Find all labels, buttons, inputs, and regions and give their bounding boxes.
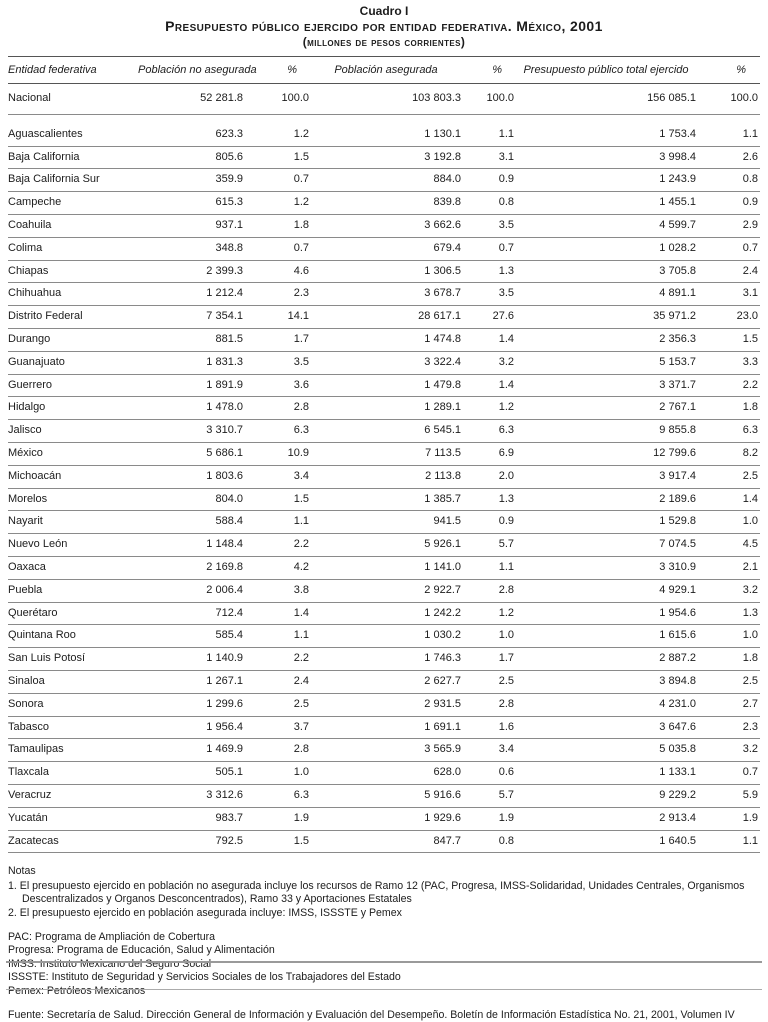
- value-cell: 1 243.9: [516, 169, 698, 192]
- abbreviation-imss: IMSS: Instituto Mexicano del Seguro Social: [8, 957, 212, 970]
- value-cell: 884.0: [311, 169, 463, 192]
- value-cell: 2.9: [698, 214, 760, 237]
- value-cell: 3 998.4: [516, 146, 698, 169]
- value-cell: 2.2: [245, 648, 311, 671]
- table-row: [8, 625, 760, 648]
- column-header: Entidad federativa: [8, 64, 97, 76]
- entity-name: Tlaxcala: [8, 762, 138, 785]
- value-cell: 805.6: [138, 146, 245, 169]
- note-2: 2. El presupuesto ejercido en población asegurada incluye: IMSS, ISSSTE y Pemex: [8, 907, 402, 920]
- table-row: [8, 465, 760, 488]
- column-header: %: [492, 64, 502, 76]
- value-cell: 6.3: [245, 420, 311, 443]
- footer-rule-top: [6, 961, 762, 963]
- value-cell: 1.7: [245, 328, 311, 351]
- value-cell: 2 006.4: [138, 579, 245, 602]
- table-number: Cuadro I: [359, 4, 409, 18]
- value-cell: 1.4: [698, 488, 760, 511]
- value-cell: 1 148.4: [138, 534, 245, 557]
- value-cell: 2.8: [245, 397, 311, 420]
- entity-name: Sonora: [8, 693, 138, 716]
- value-cell: 1.4: [463, 328, 516, 351]
- value-cell: 1 831.3: [138, 351, 245, 374]
- value-cell: 1.2: [463, 397, 516, 420]
- value-cell: 5 686.1: [138, 442, 245, 465]
- value-cell: 3 192.8: [311, 146, 463, 169]
- value-cell: 3.5: [463, 283, 516, 306]
- table-row: [8, 283, 760, 306]
- entity-name: Distrito Federal: [8, 306, 138, 329]
- table-row: [8, 192, 760, 215]
- entity-name: Chiapas: [8, 260, 138, 283]
- value-cell: 1.8: [698, 648, 760, 671]
- entity-name: Nayarit: [8, 511, 138, 534]
- entity-name: México: [8, 442, 138, 465]
- notes-gap: [8, 921, 760, 931]
- table-spacer-row: [8, 114, 760, 124]
- table-row: [8, 169, 760, 192]
- entity-name: Colima: [8, 237, 138, 260]
- table-row: [8, 716, 760, 739]
- value-cell: 2 189.6: [516, 488, 698, 511]
- value-cell: 12 799.6: [516, 442, 698, 465]
- value-cell: 2.2: [245, 534, 311, 557]
- value-cell: 100.0: [245, 84, 311, 115]
- value-cell: 2 627.7: [311, 670, 463, 693]
- table-row: [8, 374, 760, 397]
- value-cell: 3.3: [698, 351, 760, 374]
- value-cell: 1.1: [463, 124, 516, 146]
- value-cell: 3.1: [698, 283, 760, 306]
- value-cell: 2 399.3: [138, 260, 245, 283]
- value-cell: 2 113.8: [311, 465, 463, 488]
- abbreviation-progresa: Progresa: Programa de Educación, Salud y Alimentación: [8, 944, 275, 957]
- value-cell: 1 746.3: [311, 648, 463, 671]
- value-cell: 1.9: [698, 807, 760, 830]
- value-cell: 2 767.1: [516, 397, 698, 420]
- value-cell: 9 855.8: [516, 420, 698, 443]
- value-cell: 5 153.7: [516, 351, 698, 374]
- table-row: [8, 670, 760, 693]
- value-cell: 1.5: [245, 146, 311, 169]
- value-cell: 585.4: [138, 625, 245, 648]
- value-cell: 28 617.1: [311, 306, 463, 329]
- value-cell: 3.1: [463, 146, 516, 169]
- value-cell: 1 289.1: [311, 397, 463, 420]
- table-row: [8, 807, 760, 830]
- value-cell: 1.1: [698, 830, 760, 853]
- table-row: [8, 648, 760, 671]
- value-cell: 4 929.1: [516, 579, 698, 602]
- abbreviation-issste: ISSSTE: Instituto de Seguridad y Servicios Sociales de los Trabajadores del Estado: [8, 971, 401, 984]
- entity-name: Querétaro: [8, 602, 138, 625]
- entity-name: Guerrero: [8, 374, 138, 397]
- value-cell: 5 916.6: [311, 784, 463, 807]
- value-cell: 679.4: [311, 237, 463, 260]
- table-row: [8, 511, 760, 534]
- entity-name: Veracruz: [8, 784, 138, 807]
- value-cell: 3 662.6: [311, 214, 463, 237]
- value-cell: 0.7: [245, 237, 311, 260]
- entity-name: Aguascalientes: [8, 124, 138, 146]
- value-cell: 6.3: [463, 420, 516, 443]
- value-cell: 1.8: [698, 397, 760, 420]
- value-cell: 7 113.5: [311, 442, 463, 465]
- value-cell: 3.5: [463, 214, 516, 237]
- value-cell: 1.5: [698, 328, 760, 351]
- value-cell: 1.3: [698, 602, 760, 625]
- value-cell: 1.0: [245, 762, 311, 785]
- table-row: [8, 260, 760, 283]
- entity-name: Tabasco: [8, 716, 138, 739]
- value-cell: 3 917.4: [516, 465, 698, 488]
- value-cell: 3 371.7: [516, 374, 698, 397]
- value-cell: 1 267.1: [138, 670, 245, 693]
- value-cell: 1.6: [463, 716, 516, 739]
- value-cell: 1 242.2: [311, 602, 463, 625]
- value-cell: 1.0: [698, 625, 760, 648]
- value-cell: 7 074.5: [516, 534, 698, 557]
- value-cell: 1 385.7: [311, 488, 463, 511]
- table-row: [8, 328, 760, 351]
- value-cell: 1 299.6: [138, 693, 245, 716]
- value-cell: 2.4: [245, 670, 311, 693]
- value-cell: 103 803.3: [311, 84, 463, 115]
- value-cell: 1 954.6: [516, 602, 698, 625]
- value-cell: 1 030.2: [311, 625, 463, 648]
- table-title: Presupuesto público ejercido por entidad federativa. México, 2001: [165, 18, 603, 34]
- value-cell: 1 891.9: [138, 374, 245, 397]
- value-cell: 6 545.1: [311, 420, 463, 443]
- value-cell: 881.5: [138, 328, 245, 351]
- value-cell: 3.5: [245, 351, 311, 374]
- value-cell: 3 565.9: [311, 739, 463, 762]
- value-cell: 2.8: [463, 693, 516, 716]
- value-cell: 1 130.1: [311, 124, 463, 146]
- value-cell: 4.2: [245, 556, 311, 579]
- value-cell: 588.4: [138, 511, 245, 534]
- value-cell: 0.8: [463, 192, 516, 215]
- value-cell: 1.5: [245, 830, 311, 853]
- value-cell: 348.8: [138, 237, 245, 260]
- value-cell: 2.6: [698, 146, 760, 169]
- value-cell: 0.7: [245, 169, 311, 192]
- notes-section: [8, 865, 760, 1022]
- value-cell: 1.5: [245, 488, 311, 511]
- value-cell: 1.4: [245, 602, 311, 625]
- value-cell: 1 474.8: [311, 328, 463, 351]
- value-cell: 937.1: [138, 214, 245, 237]
- value-cell: 2 169.8: [138, 556, 245, 579]
- entity-name: Sinaloa: [8, 670, 138, 693]
- value-cell: 1.8: [245, 214, 311, 237]
- value-cell: 14.1: [245, 306, 311, 329]
- table-row: [8, 556, 760, 579]
- table-row: [8, 579, 760, 602]
- value-cell: 1 479.8: [311, 374, 463, 397]
- value-cell: 2 887.2: [516, 648, 698, 671]
- spacer-cell: [8, 114, 760, 124]
- value-cell: 5 035.8: [516, 739, 698, 762]
- value-cell: 4 599.7: [516, 214, 698, 237]
- value-cell: 1.0: [463, 625, 516, 648]
- value-cell: 1 753.4: [516, 124, 698, 146]
- value-cell: 0.9: [463, 169, 516, 192]
- entity-name: Yucatán: [8, 807, 138, 830]
- value-cell: 5.7: [463, 784, 516, 807]
- entity-name: Chihuahua: [8, 283, 138, 306]
- column-header: Población no asegurada: [138, 64, 257, 76]
- value-cell: 5.9: [698, 784, 760, 807]
- entity-name: Nacional: [8, 84, 138, 115]
- value-cell: 4.6: [245, 260, 311, 283]
- value-cell: 712.4: [138, 602, 245, 625]
- value-cell: 2.2: [698, 374, 760, 397]
- entity-name: Morelos: [8, 488, 138, 511]
- table-row: [8, 442, 760, 465]
- value-cell: 3 647.6: [516, 716, 698, 739]
- value-cell: 2 356.3: [516, 328, 698, 351]
- entity-name: Zacatecas: [8, 830, 138, 853]
- value-cell: 3.2: [463, 351, 516, 374]
- value-cell: 0.7: [463, 237, 516, 260]
- value-cell: 3 322.4: [311, 351, 463, 374]
- value-cell: 3.8: [245, 579, 311, 602]
- value-cell: 0.9: [698, 192, 760, 215]
- value-cell: 7 354.1: [138, 306, 245, 329]
- table-row: [8, 351, 760, 374]
- table-subtitle: (millones de pesos corrientes): [302, 35, 466, 49]
- table-row: [8, 306, 760, 329]
- value-cell: 3 678.7: [311, 283, 463, 306]
- value-cell: 2.5: [698, 465, 760, 488]
- entity-name: Campeche: [8, 192, 138, 215]
- value-cell: 4 891.1: [516, 283, 698, 306]
- value-cell: 1 956.4: [138, 716, 245, 739]
- value-cell: 1.3: [463, 488, 516, 511]
- column-header: %: [287, 64, 297, 76]
- value-cell: 27.6: [463, 306, 516, 329]
- value-cell: 1 133.1: [516, 762, 698, 785]
- entity-name: Hidalgo: [8, 397, 138, 420]
- value-cell: 623.3: [138, 124, 245, 146]
- value-cell: 2 922.7: [311, 579, 463, 602]
- value-cell: 1.2: [245, 192, 311, 215]
- table-row: [8, 739, 760, 762]
- value-cell: 2.3: [698, 716, 760, 739]
- value-cell: 941.5: [311, 511, 463, 534]
- value-cell: 8.2: [698, 442, 760, 465]
- entity-name: Coahuila: [8, 214, 138, 237]
- column-header: Presupuesto público total ejercido: [523, 64, 689, 76]
- value-cell: 1.1: [698, 124, 760, 146]
- value-cell: 1.1: [245, 511, 311, 534]
- value-cell: 1.1: [245, 625, 311, 648]
- value-cell: 1.2: [245, 124, 311, 146]
- value-cell: 5 926.1: [311, 534, 463, 557]
- value-cell: 2 931.5: [311, 693, 463, 716]
- value-cell: 0.9: [463, 511, 516, 534]
- value-cell: 1.9: [245, 807, 311, 830]
- value-cell: 505.1: [138, 762, 245, 785]
- table-row: [8, 397, 760, 420]
- value-cell: 3.2: [698, 579, 760, 602]
- value-cell: 359.9: [138, 169, 245, 192]
- value-cell: 3 312.6: [138, 784, 245, 807]
- value-cell: 0.7: [698, 762, 760, 785]
- table-row: [8, 693, 760, 716]
- value-cell: 6.3: [245, 784, 311, 807]
- value-cell: 10.9: [245, 442, 311, 465]
- value-cell: 2.0: [463, 465, 516, 488]
- value-cell: 3.6: [245, 374, 311, 397]
- table-title-block: [8, 4, 760, 50]
- value-cell: 1 803.6: [138, 465, 245, 488]
- value-cell: 3 705.8: [516, 260, 698, 283]
- value-cell: 0.8: [698, 169, 760, 192]
- table-row: [8, 146, 760, 169]
- value-cell: 3.4: [245, 465, 311, 488]
- value-cell: 1 615.6: [516, 625, 698, 648]
- value-cell: 23.0: [698, 306, 760, 329]
- value-cell: 52 281.8: [138, 84, 245, 115]
- table-row: [8, 84, 760, 115]
- entity-name: Quintana Roo: [8, 625, 138, 648]
- entity-name: Nuevo León: [8, 534, 138, 557]
- table-row: [8, 784, 760, 807]
- entity-name: Oaxaca: [8, 556, 138, 579]
- value-cell: 1 141.0: [311, 556, 463, 579]
- column-header: %: [736, 64, 746, 76]
- value-cell: 6.9: [463, 442, 516, 465]
- value-cell: 156 085.1: [516, 84, 698, 115]
- budget-table: [8, 56, 760, 853]
- value-cell: 1.7: [463, 648, 516, 671]
- value-cell: 2 913.4: [516, 807, 698, 830]
- value-cell: 615.3: [138, 192, 245, 215]
- value-cell: 3 310.9: [516, 556, 698, 579]
- value-cell: 2.5: [698, 670, 760, 693]
- value-cell: 2.5: [245, 693, 311, 716]
- value-cell: 3.2: [698, 739, 760, 762]
- value-cell: 0.7: [698, 237, 760, 260]
- value-cell: 1 212.4: [138, 283, 245, 306]
- value-cell: 1.2: [463, 602, 516, 625]
- value-cell: 983.7: [138, 807, 245, 830]
- table-row: [8, 762, 760, 785]
- entity-name: San Luis Potosí: [8, 648, 138, 671]
- entity-name: Puebla: [8, 579, 138, 602]
- value-cell: 35 971.2: [516, 306, 698, 329]
- value-cell: 0.6: [463, 762, 516, 785]
- value-cell: 1.9: [463, 807, 516, 830]
- value-cell: 100.0: [698, 84, 760, 115]
- entity-name: Durango: [8, 328, 138, 351]
- value-cell: 100.0: [463, 84, 516, 115]
- value-cell: 1 455.1: [516, 192, 698, 215]
- notes-gap: [8, 999, 760, 1009]
- value-cell: 3.4: [463, 739, 516, 762]
- value-cell: 628.0: [311, 762, 463, 785]
- value-cell: 5.7: [463, 534, 516, 557]
- table-row: [8, 534, 760, 557]
- entity-name: Baja California: [8, 146, 138, 169]
- value-cell: 2.3: [245, 283, 311, 306]
- value-cell: 2.8: [245, 739, 311, 762]
- value-cell: 1.3: [463, 260, 516, 283]
- abbreviation-pemex: Pemex: Petróleos Mexicanos: [8, 985, 146, 998]
- footer-rule-bottom: [6, 989, 762, 990]
- source-line: Fuente: Secretaría de Salud. Dirección General de Información y Evaluación del Desempeño. Boletín de Información Estadística No. 21, 2001, Volumen IV: [8, 1008, 735, 1021]
- value-cell: 1 306.5: [311, 260, 463, 283]
- value-cell: 2.1: [698, 556, 760, 579]
- table-row: [8, 488, 760, 511]
- value-cell: 0.8: [463, 830, 516, 853]
- value-cell: 1 469.9: [138, 739, 245, 762]
- table-row: [8, 214, 760, 237]
- table-row: [8, 124, 760, 146]
- value-cell: 1.1: [463, 556, 516, 579]
- value-cell: 6.3: [698, 420, 760, 443]
- value-cell: 2.8: [463, 579, 516, 602]
- column-header: Población asegurada: [334, 64, 438, 76]
- entity-name: Jalisco: [8, 420, 138, 443]
- entity-name: Guanajuato: [8, 351, 138, 374]
- value-cell: 847.7: [311, 830, 463, 853]
- value-cell: 2.5: [463, 670, 516, 693]
- value-cell: 1 028.2: [516, 237, 698, 260]
- value-cell: 1 140.9: [138, 648, 245, 671]
- notes-heading: Notas: [8, 865, 36, 878]
- value-cell: 1 929.6: [311, 807, 463, 830]
- value-cell: 3.7: [245, 716, 311, 739]
- value-cell: 1.0: [698, 511, 760, 534]
- entity-name: Baja California Sur: [8, 169, 138, 192]
- value-cell: 839.8: [311, 192, 463, 215]
- value-cell: 1.4: [463, 374, 516, 397]
- entity-name: Tamaulipas: [8, 739, 138, 762]
- abbreviation-pac: PAC: Programa de Ampliación de Cobertura: [8, 930, 216, 943]
- value-cell: 4 231.0: [516, 693, 698, 716]
- value-cell: 1 478.0: [138, 397, 245, 420]
- table-row: [8, 237, 760, 260]
- value-cell: 3 310.7: [138, 420, 245, 443]
- note-1: 1. El presupuesto ejercido en población no asegurada incluye los recursos de Ramo 12 (PAC, Progresa, IMSS-Solidaridad, Unidades Centrales, Organismos Descentralizados y Organos Desconcentrados), Ramo 33 y Aportaciones Estatales: [8, 879, 745, 906]
- value-cell: 1 640.5: [516, 830, 698, 853]
- value-cell: 792.5: [138, 830, 245, 853]
- value-cell: 804.0: [138, 488, 245, 511]
- value-cell: 1 691.1: [311, 716, 463, 739]
- value-cell: 9 229.2: [516, 784, 698, 807]
- entity-name: Michoacán: [8, 465, 138, 488]
- value-cell: 2.4: [698, 260, 760, 283]
- value-cell: 1 529.8: [516, 511, 698, 534]
- table-header-row: [8, 57, 760, 84]
- value-cell: 4.5: [698, 534, 760, 557]
- value-cell: 3 894.8: [516, 670, 698, 693]
- table-row: [8, 830, 760, 853]
- table-row: [8, 420, 760, 443]
- value-cell: 2.7: [698, 693, 760, 716]
- table-row: [8, 602, 760, 625]
